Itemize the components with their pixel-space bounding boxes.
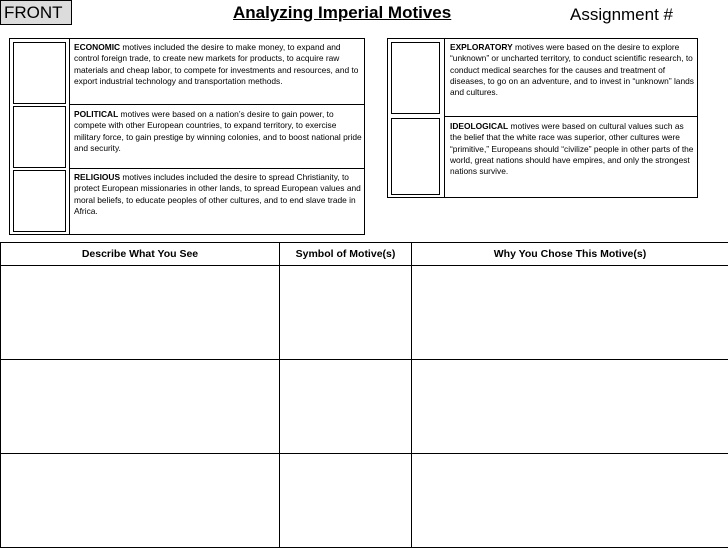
column-header-why: Why You Chose This Motive(s) [412,243,728,266]
religious-text: motives includes included the desire to spread Christianity, to protect European missionaries in other lands, to spread European values and moral beliefs, to educate peoples of other cultures, and to end slave trade in Africa. [74,172,361,216]
symbol-cell[interactable] [280,360,412,454]
exploratory-description [450,42,696,98]
religious-term: RELIGIOUS [74,172,120,182]
ideological-description [450,121,696,177]
describe-cell[interactable] [1,266,280,360]
symbol-cell[interactable] [280,454,412,548]
analysis-table [0,242,728,548]
table-row [1,266,728,360]
ideological-term: IDEOLOGICAL [450,121,508,131]
page-title: Analyzing Imperial Motives [233,2,451,24]
exploratory-symbol-box[interactable] [391,42,440,114]
political-text: motives were based on a nation’s desire to gain power, to compete with other European countries, to expand territory, to exercise military force, to gain prestige by winning colonies, and to boost national pride and security. [74,109,362,153]
left-motives-box [9,38,365,235]
symbol-cell[interactable] [280,266,412,360]
assignment-number-label: Assignment # [570,4,673,26]
economic-text: motives included the desire to make money, to expand and control foreign trade, to create new markets for products, to acquire raw materials and cheap labor, to compete for investments and resources, and to export industrial technology and transportation methods. [74,42,358,86]
table-row [1,360,728,454]
row-divider [69,104,364,105]
column-header-symbol: Symbol of Motive(s) [280,243,412,266]
row-divider [444,116,697,117]
table-header-row [1,243,728,266]
exploratory-term: EXPLORATORY [450,42,513,52]
right-motives-box [387,38,698,198]
economic-description [74,42,362,87]
column-divider [69,39,70,234]
why-cell[interactable] [412,454,728,548]
religious-description [74,172,362,217]
column-divider [444,39,445,197]
economic-symbol-box[interactable] [13,42,66,104]
ideological-text: motives were based on cultural values such as the belief that the white race was superior, other cultures were “primitive,” Europeans should “civilize” people in other parts of the world, great nations should have empires, and only the strongest nations survive. [450,121,693,176]
table-row [1,454,728,548]
political-symbol-box[interactable] [13,106,66,168]
why-cell[interactable] [412,266,728,360]
describe-cell[interactable] [1,360,280,454]
why-cell[interactable] [412,360,728,454]
economic-term: ECONOMIC [74,42,120,52]
describe-cell[interactable] [1,454,280,548]
column-header-describe: Describe What You See [1,243,280,266]
front-side-label: FRONT [0,0,72,25]
exploratory-text: motives were based on the desire to explore “unknown” or uncharted territory, to conduct scientific research, to conduct medical searches for the causes and treatment of diseases, to go on an adventure, and to invest in “unknown” lands and cultures. [450,42,694,97]
religious-symbol-box[interactable] [13,170,66,232]
political-description [74,109,362,154]
ideological-symbol-box[interactable] [391,118,440,195]
row-divider [69,168,364,169]
political-term: POLITICAL [74,109,118,119]
